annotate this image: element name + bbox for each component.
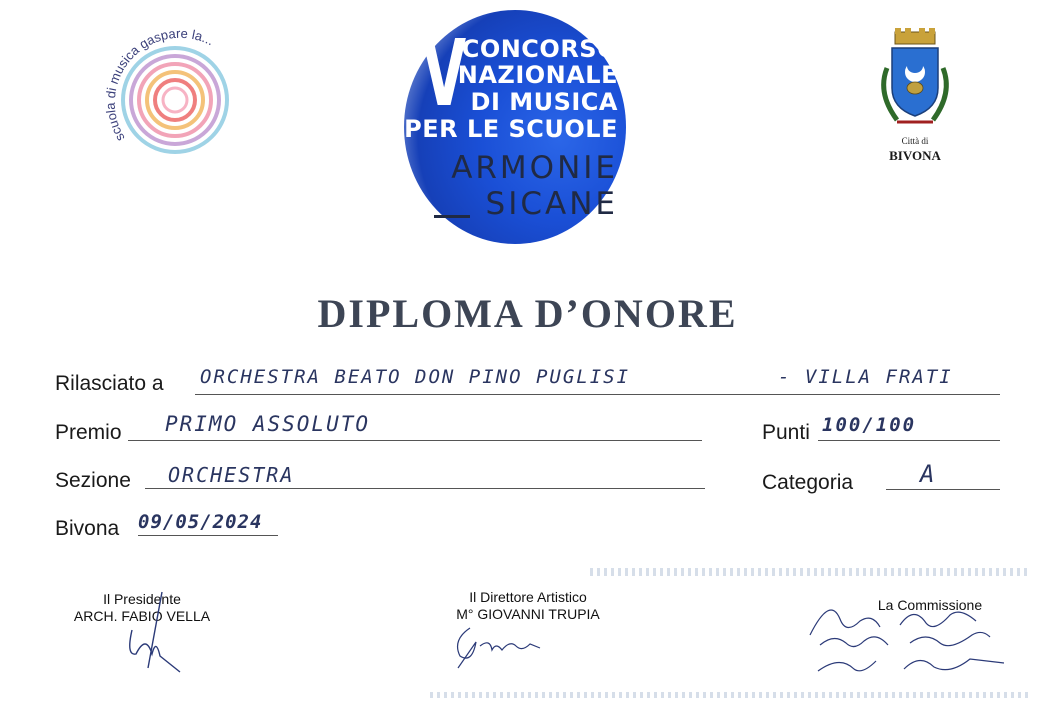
punti-value: 100/100 bbox=[822, 414, 917, 436]
commissione-signatures bbox=[800, 585, 1010, 680]
categoria-value: A bbox=[920, 460, 937, 488]
sezione-value: ORCHESTRA bbox=[168, 463, 295, 487]
rilasciato-value: ORCHESTRA BEATO DON PINO PUGLISI bbox=[200, 366, 631, 388]
categoria-line bbox=[886, 489, 1000, 490]
concentric-rings-logo-icon bbox=[105, 28, 255, 168]
presidente-name: ARCH. FABIO VELLA bbox=[73, 608, 211, 624]
event-logo-big-line: SICANE bbox=[485, 186, 618, 222]
page-title: DIPLOMA D’ONORE bbox=[317, 291, 738, 336]
commissione-role: La Commissione bbox=[877, 597, 983, 613]
bivona-label: Bivona bbox=[55, 517, 120, 540]
event-edition-numeral: V bbox=[422, 20, 467, 127]
premio-line bbox=[128, 440, 702, 441]
sezione-line bbox=[145, 488, 705, 489]
school-logo-text: scuo i musica gaspare la... bbox=[105, 28, 217, 145]
event-logo-big-line: ARMONIE bbox=[451, 150, 618, 186]
event-logo-line: NAZIONALE bbox=[457, 61, 618, 89]
crest-caption-name: BIVONA bbox=[889, 148, 941, 163]
scan-noise bbox=[430, 692, 1030, 698]
event-logo-line: PER LE SCUOLE bbox=[404, 115, 618, 143]
direttore-name: M° GIOVANNI TRUPIA bbox=[456, 606, 600, 622]
event-logo-line: DI MUSICA bbox=[470, 88, 618, 116]
event-logo bbox=[404, 10, 626, 244]
bivona-line bbox=[138, 535, 278, 536]
town-crest bbox=[865, 28, 965, 173]
scan-noise bbox=[590, 568, 1030, 576]
coat-of-arms-icon bbox=[865, 28, 965, 138]
rilasciato-label: Rilasciato a bbox=[55, 372, 164, 395]
event-logo-dash bbox=[434, 215, 470, 218]
direttore-signature bbox=[450, 620, 550, 670]
categoria-label: Categoria bbox=[762, 471, 854, 494]
school-logo bbox=[105, 28, 255, 168]
rilasciato-line bbox=[195, 394, 1000, 395]
sezione-label: Sezione bbox=[55, 469, 131, 492]
premio-value: PRIMO ASSOLUTO bbox=[165, 412, 371, 436]
presidente-signature bbox=[118, 590, 188, 680]
punti-label: Punti bbox=[762, 421, 810, 444]
rilasciato-value-2: - VILLA FRATI bbox=[778, 366, 953, 388]
premio-label: Premio bbox=[55, 421, 122, 444]
punti-line bbox=[818, 440, 1000, 441]
bivona-date-value: 09/05/2024 bbox=[138, 511, 263, 533]
direttore-role: Il Direttore Artistico bbox=[469, 589, 587, 605]
event-logo-line: CONCORSO bbox=[461, 35, 618, 63]
presidente-role: Il Presidente bbox=[103, 591, 181, 607]
crest-caption-small: Città di bbox=[901, 136, 929, 146]
